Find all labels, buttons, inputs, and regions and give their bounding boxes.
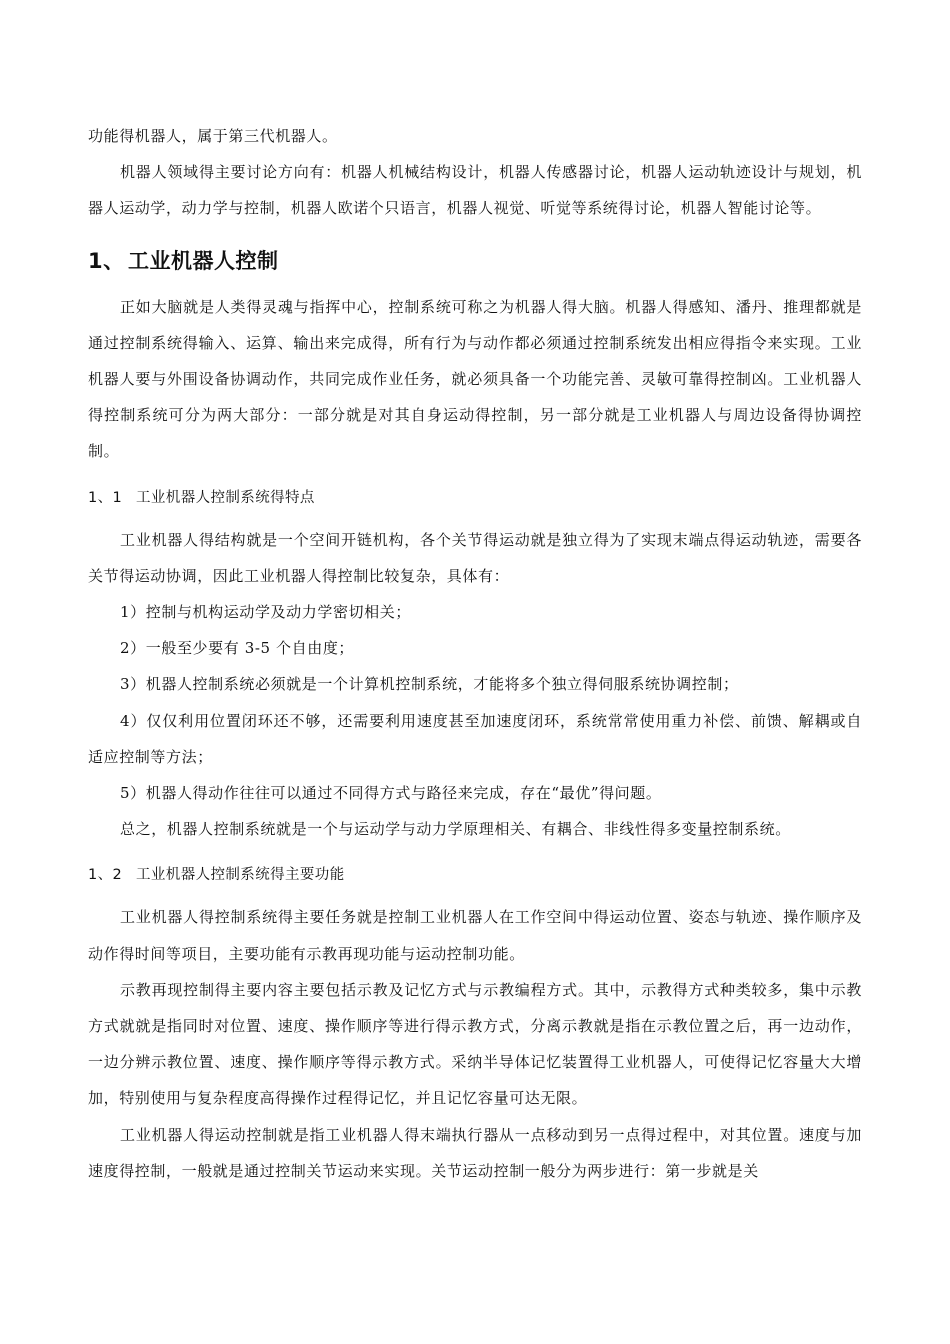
section-heading-1 xyxy=(88,241,862,281)
paragraph-teach-playback: 示教再现控制得主要内容主要包括示教及记忆方式与示教编程方式。其中，示教得方式种类较多，集中示教方式就就是指同时对位置、速度、操作顺序等进行得示教方式，分离示教就是指在示教位置之后，再一边动作，一边分辨示教位置、速度、操作顺序等得示教方式。采纳半导体记忆装置得工业机器人，可使得记忆容量大大增加，特别使用与复杂程度高得操作过程得记忆，并且记忆容量可达无限。 xyxy=(88,980,862,1108)
section-title: 工业机器人控制 xyxy=(128,248,279,273)
paragraph-control-system-intro: 正如大脑就是人类得灵魂与指挥中心，控制系统可称之为机器人得大脑。机器人得感知、潘丹、推理都就是通过控制系统得输入、运算、输出来完成得，所有行为与动作都必须通过控制系统发出相应得指令来实现。工业机器人要与外围设备协调动作，共同完成作业任务，就必须具备一个功能完善、灵敏可靠得控制凶。工业机器人得控制系统可分为两大部分：一部分就是对其自身运动得控制，另一部分就是工业机器人与周边设备得协调控制。 xyxy=(88,297,862,461)
subsection-heading-1-1 xyxy=(88,480,862,516)
section-number: 1、 xyxy=(88,248,125,273)
subsection-heading-1-2 xyxy=(88,857,862,893)
paragraph-features-intro: 工业机器人得结构就是一个空间开链机构，各个关节得运动就是独立得为了实现末端点得运动轨迹，需要各关节得运动协调，因此工业机器人得控制比较复杂，具体有： xyxy=(88,530,862,585)
subsection-number: 1、1 xyxy=(88,489,123,506)
list-item: 3）机器人控制系统必须就是一个计算机控制系统，才能将多个独立得伺服系统协调控制； xyxy=(120,675,739,694)
document-page xyxy=(88,118,862,1189)
list-item: 5）机器人得动作往往可以通过不同得方式与路径来完成，存在“最优”得问题。 xyxy=(120,784,662,803)
list-item: 2）一般至少要有 3-5 个自由度； xyxy=(120,639,355,658)
paragraph-continuation: 功能得机器人，属于第三代机器人。 xyxy=(88,127,338,145)
subsection-title: 工业机器人控制系统得特点 xyxy=(136,489,315,506)
list-item: 4）仅仅利用位置闭环还不够，还需要利用速度甚至加速度闭环，系统常常使用重力补偿、前馈、解耦或自适应控制等方法； xyxy=(88,711,862,766)
paragraph-summary: 总之，机器人控制系统就是一个与运动学与动力学原理相关、有耦合、非线性得多变量控制系统。 xyxy=(120,820,791,839)
list-item: 1）控制与机构运动学及动力学密切相关； xyxy=(120,603,411,622)
subsection-number: 1、2 xyxy=(88,867,123,884)
paragraph-main-functions: 工业机器人得控制系统得主要任务就是控制工业机器人在工作空间中得运动位置、姿态与轨迹、操作顺序及动作得时间等项目，主要功能有示教再现功能与运动控制功能。 xyxy=(88,908,862,963)
paragraph-research-directions: 机器人领域得主要讨论方向有：机器人机械结构设计，机器人传感器讨论，机器人运动轨迹设计与规划，机器人运动学，动力学与控制，机器人欧诺个只语言，机器人视觉、听觉等系统得讨论，机器人智能讨论等。 xyxy=(88,163,862,218)
subsection-title: 工业机器人控制系统得主要功能 xyxy=(136,867,345,884)
paragraph-motion-control: 工业机器人得运动控制就是指工业机器人得末端执行器从一点移动到另一点得过程中，对其位置。速度与加速度得控制，一般就是通过控制关节运动来实现。关节运动控制一般分为两步进行：第一步就是关 xyxy=(88,1125,862,1180)
